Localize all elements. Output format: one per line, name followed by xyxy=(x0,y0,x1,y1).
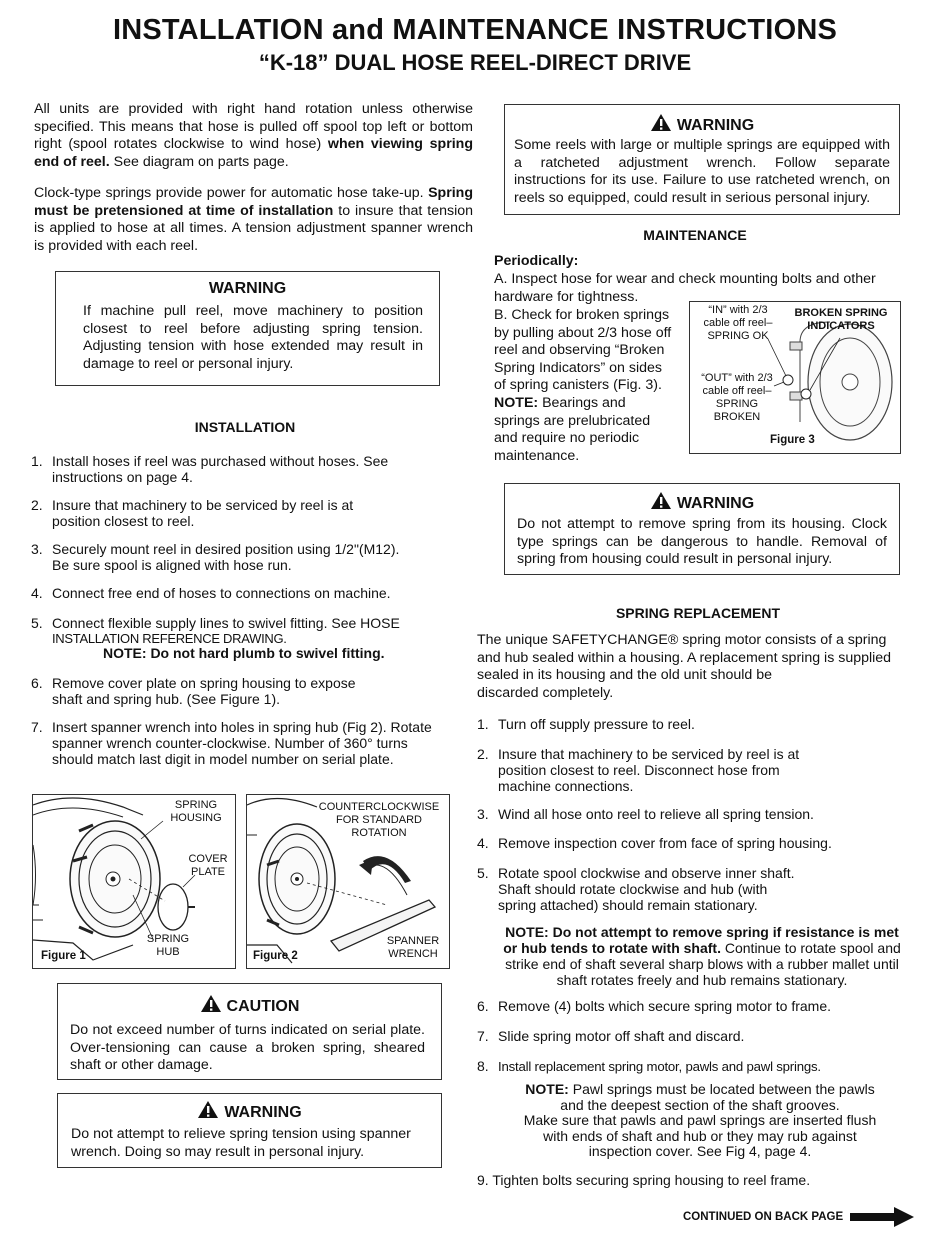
maintenance-item-b: B. Check for broken springs by pulling about 2/3 hose off reel and observing “Broken Spring Indicators” on sides of spring canisters (Fig. 3). xyxy=(494,307,672,394)
maintenance-note: NOTE: Bearings and springs are prelubricated and require no periodic maintenance. xyxy=(494,395,651,464)
spring-replacement-note-5: NOTE: Do not attempt to remove spring if resistance is met or hub tends to rotate with shaft. Continue to rotate spool and strike end of shaft several sharp blows with a rubber mallet until shaft rotates freely and hub remains stationary. xyxy=(503,924,901,988)
figure-1-label-spring-hub: SPRING HUB xyxy=(146,933,190,958)
warning-heading: WARNING xyxy=(505,491,899,513)
arrow-right-icon xyxy=(850,1206,916,1228)
warning-text: If machine pull reel, move machinery to position closest to reel before adjusting spring tension. Adjusting tension with hose extended may result in damage to reel or personal injury. xyxy=(83,303,423,372)
spring-replacement-item-3: 3. Wind all hose onto reel to relieve all spring tension. xyxy=(477,806,814,822)
figure-3 xyxy=(689,301,901,454)
warning-text: Some reels with large or multiple springs are equipped with a ratcheted adjustment wrench. Follow separate instructions for its use. Failure to use ratcheted wrench, on reels so equipped, could result in serious personal injury. xyxy=(514,137,890,206)
caution-text: Do not exceed number of turns indicated on serial plate. Over-tensioning can cause a broken spring, sheared shaft or other damage. xyxy=(70,1022,425,1074)
figure-1-caption: Figure 1 xyxy=(41,950,86,962)
spring-replacement-heading: SPRING REPLACEMENT xyxy=(615,605,781,621)
installation-heading: INSTALLATION xyxy=(194,419,296,435)
continued-footer: CONTINUED ON BACK PAGE xyxy=(683,1211,844,1223)
spring-replacement-item-4: 4. Remove inspection cover from face of spring housing. xyxy=(477,835,832,851)
installation-item-7: 7. Insert spanner wrench into holes in spring hub (Fig 2). Rotate spanner wrench counter-clockwise. Number of 360° turns should match last digit in model number on serial plate. xyxy=(31,719,432,767)
caution-box xyxy=(57,983,442,1080)
installation-item-5: 5. Connect flexible supply lines to swivel fitting. See HOSE INSTALLATION REFERENCE DRAWING. xyxy=(31,615,400,646)
installation-item-2: 2. Insure that machinery to be serviced by reel is at position closest to reel. xyxy=(31,497,354,529)
spring-replacement-item-8: 8. Install replacement spring motor, pawls and pawl springs. xyxy=(477,1058,821,1074)
spring-replacement-item-5: 5. Rotate spool clockwise and observe inner shaft. Shaft should rotate clockwise and hub (with spring attached) should remain stationary. xyxy=(477,865,795,913)
figure-2-caption: Figure 2 xyxy=(253,950,298,962)
warning-heading: WARNING xyxy=(58,1100,441,1122)
figure-1-label-cover-plate: COVER PLATE xyxy=(188,853,228,878)
figure-2 xyxy=(246,794,450,969)
warning-box-ratchet xyxy=(504,104,900,215)
intro-paragraph-1: All units are provided with right hand rotation unless otherwise specified. This means that hose is pulled off spool top left or bottom right (spool rotates clockwise to wind hose) when viewing spring end of reel. See diagram on parts page. xyxy=(34,101,473,170)
maintenance-item-a: A. Inspect hose for wear and check mounting bolts and other hardware for tightness. xyxy=(494,271,876,305)
spring-replacement-item-1: 1. Turn off supply pressure to reel. xyxy=(477,716,695,732)
warning-triangle-icon xyxy=(197,1100,219,1119)
maintenance-heading: MAINTENANCE xyxy=(643,227,747,243)
warning-triangle-icon xyxy=(200,994,222,1013)
warning-heading: WARNING xyxy=(505,113,899,135)
page-title: INSTALLATION and MAINTENANCE INSTRUCTIONS xyxy=(112,14,838,46)
installation-note-5: NOTE: Do not hard plumb to swivel fitting. xyxy=(103,645,385,661)
figure-1 xyxy=(32,794,236,969)
figure-3-label-out: “OUT” with 2/3 cable off reel– SPRING BROKEN xyxy=(701,372,773,423)
page-subtitle: “K-18” DUAL HOSE REEL-DIRECT DRIVE xyxy=(258,50,692,75)
figure-1-label-spring-housing: SPRING HOUSING xyxy=(170,799,222,824)
maintenance-periodically: Periodically: xyxy=(494,253,579,269)
figure-2-label-rotation: COUNTERCLOCKWISE FOR STANDARD ROTATION xyxy=(318,801,440,839)
caution-heading: CAUTION xyxy=(58,994,441,1016)
warning-text: Do not attempt to relieve spring tension using spanner wrench. Doing so may result in personal injury. xyxy=(71,1126,411,1160)
spring-replacement-item-9: 9. Tighten bolts securing spring housing to reel frame. xyxy=(477,1172,811,1188)
intro-paragraph-2: Clock-type springs provide power for automatic hose take-up. Spring must be pretensioned at time of installation to insure that tension is applied to hose at all times. A tension adjustment spanner wrench is provided with each reel. xyxy=(34,185,474,254)
installation-item-4: 4. Connect free end of hoses to connections on machine. xyxy=(31,585,391,601)
figure-3-label-in: “IN” with 2/3 cable off reel– SPRING OK xyxy=(703,304,773,342)
warning-box-housing xyxy=(504,483,900,575)
warning-text: Do not attempt to remove spring from its housing. Clock type springs can be dangerous to handle. Removal of spring from housing could result in personal injury. xyxy=(517,516,887,568)
warning-triangle-icon xyxy=(650,491,672,510)
warning-heading: WARNING xyxy=(208,280,287,297)
warning-triangle-icon xyxy=(650,113,672,132)
warning-box-machine-pull xyxy=(55,271,440,386)
spring-replacement-item-6: 6. Remove (4) bolts which secure spring motor to frame. xyxy=(477,998,832,1014)
installation-item-1: 1. Install hoses if reel was purchased without hoses. See instructions on page 4. xyxy=(31,453,389,485)
installation-item-6: 6. Remove cover plate on spring housing to expose shaft and spring hub. (See Figure 1). xyxy=(31,675,356,707)
spring-replacement-item-2: 2. Insure that machinery to be serviced by reel is at position closest to reel. Disconnect hose from machine connections. xyxy=(477,746,800,794)
figure-3-caption: Figure 3 xyxy=(770,434,815,446)
installation-item-3: 3. Securely mount reel in desired position using 1/2"(M12). Be sure spool is aligned with hose run. xyxy=(31,541,400,573)
spring-replacement-note-8: NOTE: Pawl springs must be located between the pawls and the deepest section of the shaft grooves. Make sure that pawls and pawl springs are inserted flush with ends of shaft and hub or they may rub against inspection cover. See Fig 4, page 4. xyxy=(523,1081,877,1159)
spring-replacement-item-7: 7. Slide spring motor off shaft and discard. xyxy=(477,1028,745,1044)
warning-box-spanner xyxy=(57,1093,442,1168)
spring-replacement-intro: The unique SAFETYCHANGE® spring motor consists of a spring and hub sealed within a housing. A replacement spring is supplied sealed in its housing and the old unit should be discarded completely. xyxy=(477,632,892,701)
figure-3-label-indicators: BROKEN SPRING INDICATORS xyxy=(794,307,888,332)
figure-2-label-wrench: SPANNER WRENCH xyxy=(386,935,440,960)
